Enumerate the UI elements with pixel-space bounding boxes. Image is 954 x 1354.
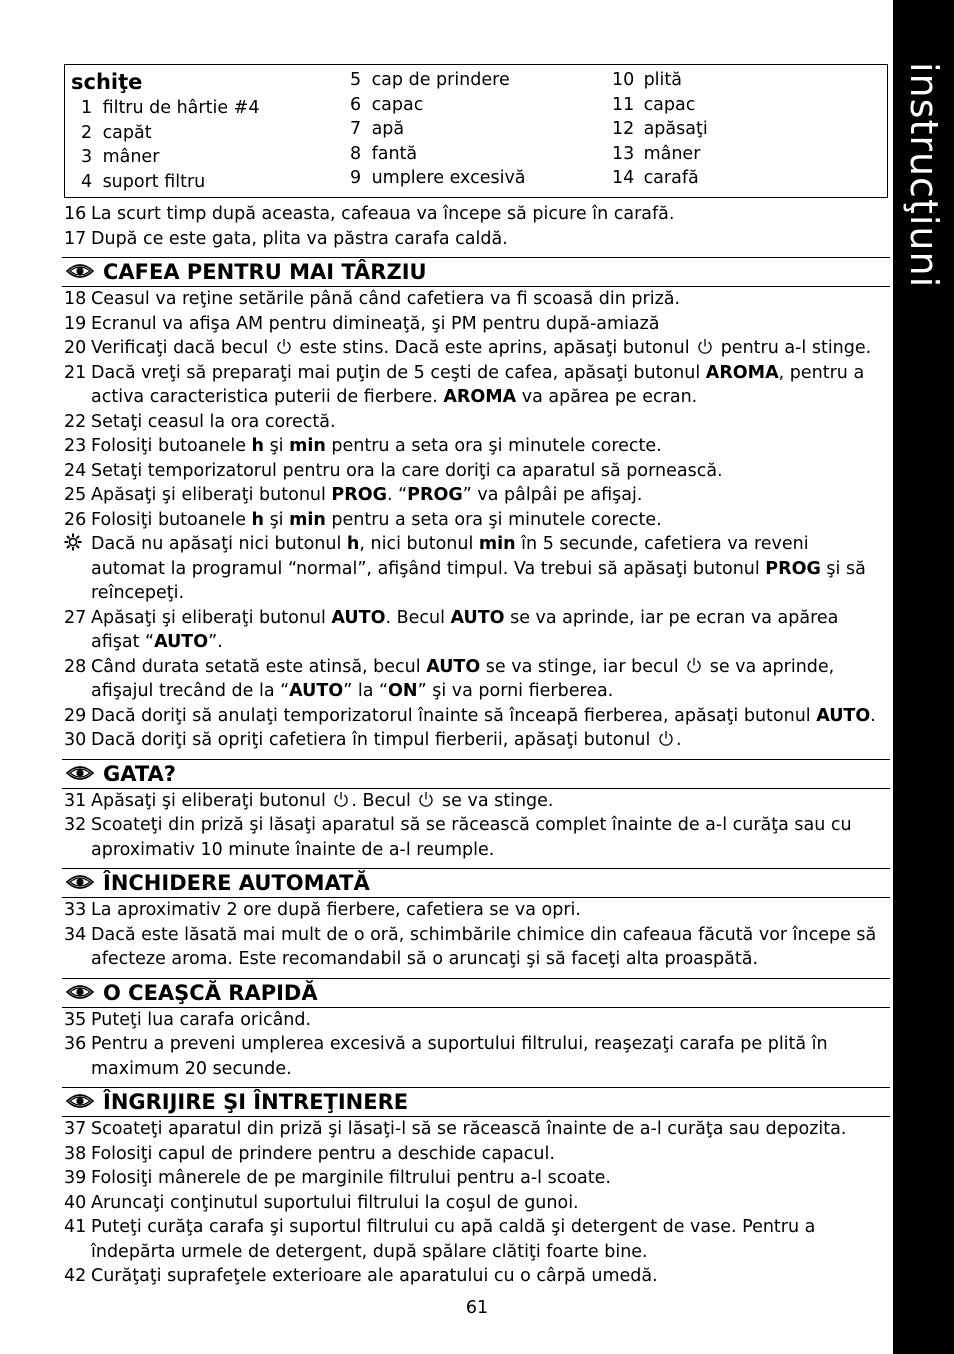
instruction-step <box>64 898 888 923</box>
legend-item <box>612 68 708 93</box>
legend-item-label: apăsaţi <box>638 119 708 139</box>
tip-sun-icon <box>64 533 82 551</box>
legend-item <box>612 117 708 142</box>
instruction-step <box>64 1191 888 1216</box>
instruction-step <box>64 532 888 606</box>
legend-item-label: capac <box>366 94 424 115</box>
step-number: 28 <box>64 656 87 677</box>
legend-item-number: 11 <box>612 94 635 115</box>
legend-item-number: 9 <box>350 168 362 188</box>
legend-item <box>350 166 526 191</box>
section-heading <box>62 1087 890 1117</box>
step-number: 38 <box>64 1143 87 1164</box>
step-number: 29 <box>64 705 87 726</box>
instruction-step <box>64 227 888 252</box>
legend-item-number: 8 <box>350 143 362 164</box>
legend-item <box>612 142 708 167</box>
eye-icon <box>65 762 95 784</box>
legend-item-label: filtru de hârtie #4 <box>97 98 260 118</box>
section-heading <box>62 257 890 287</box>
legend-item-number: 12 <box>612 119 635 139</box>
legend-item-number: 13 <box>612 143 635 164</box>
legend-item-label: fantă <box>366 143 418 164</box>
step-text: Folosiţi mânerele de pe marginile filtrului pentru a-l scoate. <box>91 1168 611 1188</box>
legend-item-number: 6 <box>350 94 362 115</box>
legend-title: schiţe <box>71 70 143 94</box>
instruction-step <box>64 728 888 753</box>
step-text: Apăsaţi şi eliberaţi butonul PROG. “PROG” va pâlpâi pe afişaj. <box>91 485 643 505</box>
step-text: La scurt timp după aceasta, cafeaua va începe să picure în carafă. <box>91 204 675 224</box>
step-text: Dacă este lăsată mai mult de o oră, schimbările chimice din cafeaua făcută vor începe să afecteze aroma. Este recomandabil să o aruncaţi şi să faceţi alta proaspătă. <box>91 924 877 969</box>
power-icon <box>658 730 674 747</box>
legend-item-label: umplere excesivă <box>366 168 526 188</box>
instruction-step <box>64 1215 888 1264</box>
step-number: 30 <box>64 730 87 750</box>
legend-item-number: 5 <box>350 70 362 90</box>
eye-icon <box>65 981 95 1003</box>
step-text: Pentru a preveni umplerea excesivă a suportului filtrului, reaşezaţi carafa pe plită în maximum 20 secunde. <box>91 1034 828 1079</box>
step-text: Scoateţi din priză şi lăsaţi aparatul să se răcească complet înainte de a-l curăţa sau cu aproximativ 10 minute înainte de a-l reumple. <box>91 815 852 860</box>
section-title: ÎNGRIJIRE ŞI ÎNTREŢINERE <box>103 1090 409 1114</box>
legend-item-label: mâner <box>638 143 701 164</box>
instruction-step <box>64 1264 888 1289</box>
step-number: 23 <box>64 436 87 456</box>
step-number: 37 <box>64 1119 87 1139</box>
section-title: GATA? <box>103 761 176 786</box>
step-text: Scoateţi aparatul din priză şi lăsaţi-l să se răcească înainte de a-l curăţa sau depozita. <box>91 1119 847 1139</box>
step-number: 20 <box>64 338 87 358</box>
instruction-step <box>64 704 888 729</box>
step-number: 35 <box>64 1009 87 1030</box>
legend-item-number: 2 <box>81 122 93 143</box>
step-number: 19 <box>64 313 87 334</box>
step-number: 40 <box>64 1192 87 1213</box>
step-number: 21 <box>64 362 87 383</box>
step-text: Aruncaţi conţinutul suportului filtrului la coşul de gunoi. <box>91 1192 579 1213</box>
step-text: După ce este gata, plita va păstra carafa caldă. <box>91 228 508 249</box>
step-text: Dacă doriţi să opriţi cafetiera în timpul fierberii, apăsaţi butonul . <box>91 730 682 750</box>
step-text: Puteţi curăţa carafa şi suportul filtrului cu apă caldă şi detergent de vase. Pentru a îndepărta urmele de detergent, după spălare clătiţi foarte bine. <box>91 1217 816 1262</box>
instruction-step <box>64 606 888 655</box>
instruction-step <box>64 923 888 972</box>
step-number: 27 <box>64 607 87 628</box>
legend-item-number: 10 <box>612 70 635 90</box>
legend-item <box>71 96 259 121</box>
legend-item-number: 4 <box>81 171 93 192</box>
step-text: Când durata setată este atinsă, becul AUTO se va stinge, iar becul se va aprinde, afişajul trecând de la “AUTO” la “ON” şi va porni fierberea. <box>91 656 835 701</box>
step-number: 42 <box>64 1266 87 1286</box>
legend-item-number: 14 <box>612 168 635 188</box>
instruction-step <box>64 336 888 361</box>
legend-box <box>64 64 888 198</box>
legend-item <box>71 121 259 146</box>
instruction-step <box>64 202 888 227</box>
legend-item-number: 3 <box>81 147 93 167</box>
step-number: 32 <box>64 815 87 835</box>
instruction-step <box>64 508 888 533</box>
instruction-step <box>64 410 888 435</box>
power-icon <box>697 338 713 355</box>
legend-item-label: cap de prindere <box>366 70 510 90</box>
instruction-step <box>64 459 888 484</box>
legend-item <box>612 166 708 191</box>
legend-item-number: 1 <box>81 98 93 118</box>
step-number: 26 <box>64 509 87 530</box>
step-text: Setaţi temporizatorul pentru ora la care doriţi ca aparatul să pornească. <box>91 460 723 481</box>
step-number: 18 <box>64 289 87 309</box>
section-title: ÎNCHIDERE AUTOMATĂ <box>103 871 370 895</box>
step-text: Setaţi ceasul la ora corectă. <box>91 411 336 432</box>
legend-item <box>350 93 526 118</box>
section-heading <box>62 978 890 1008</box>
legend-item <box>350 142 526 167</box>
step-text: Ecranul va afişa AM pentru dimineaţă, şi PM pentru după-amiază <box>91 313 660 334</box>
step-text: Dacă doriţi să anulaţi temporizatorul înainte să înceapă fierberea, apăsaţi butonul AUTO. <box>91 705 876 726</box>
instruction-step <box>64 813 888 862</box>
legend-item <box>71 170 259 195</box>
instruction-step <box>64 361 888 410</box>
instruction-step <box>64 1142 888 1167</box>
step-number: 36 <box>64 1034 87 1054</box>
step-text: Apăsaţi şi eliberaţi butonul . Becul se va stinge. <box>91 790 554 811</box>
step-number <box>64 532 82 557</box>
step-number: 16 <box>64 204 87 224</box>
step-number: 17 <box>64 228 87 249</box>
section-heading <box>62 759 890 789</box>
power-icon <box>276 338 292 355</box>
power-icon <box>418 791 434 808</box>
instruction-step <box>64 287 888 312</box>
instruction-step <box>64 483 888 508</box>
page-number: 61 <box>465 1298 489 1318</box>
legend-item <box>350 117 526 142</box>
instruction-step <box>64 434 888 459</box>
step-number: 33 <box>64 900 87 920</box>
step-number: 31 <box>64 790 87 811</box>
legend-col-2 <box>350 68 526 191</box>
step-text: Folosiţi butoanele h şi min pentru a seta ora şi minutele corecte. <box>91 509 662 530</box>
instruction-step <box>64 1032 888 1081</box>
step-number: 22 <box>64 411 87 432</box>
eye-icon <box>65 260 95 282</box>
step-text: Curăţaţi suprafeţele exterioare ale aparatului cu o cârpă umedă. <box>91 1266 658 1286</box>
legend-item-label: carafă <box>638 168 699 188</box>
instruction-step <box>64 1117 888 1142</box>
eye-icon <box>65 871 95 893</box>
step-text: Folosiţi capul de prindere pentru a deschide capacul. <box>91 1143 555 1164</box>
power-icon <box>686 657 702 674</box>
legend-item-label: capăt <box>97 122 152 143</box>
step-text: Folosiţi butoanele h şi min pentru a seta ora şi minutele corecte. <box>91 436 662 456</box>
legend-col-3 <box>612 68 708 191</box>
power-icon <box>333 791 349 808</box>
side-tab <box>893 0 954 1354</box>
step-text: La aproximativ 2 ore după fierbere, cafetiera se va opri. <box>91 900 581 920</box>
step-text: Dacă vreţi să preparaţi mai puţin de 5 ceşti de cafea, apăsaţi butonul AROMA, pentru a activa caracteristica puterii de fierbere. AROMA va apărea pe ecran. <box>91 362 865 407</box>
legend-item-number: 7 <box>350 119 362 139</box>
legend-item <box>71 145 259 170</box>
step-text: Verificaţi dacă becul este stins. Dacă este aprins, apăsaţi butonul pentru a-l stinge. <box>91 338 872 358</box>
section-heading <box>62 868 890 898</box>
step-text: Dacă nu apăsaţi nici butonul h, nici butonul min în 5 secunde, cafetiera va reveni automat la programul “normal”, afişând timpul. Va trebui să apăsaţi butonul PROG şi să reîncepeţi. <box>91 534 866 603</box>
legend-item-label: apă <box>366 119 405 139</box>
instruction-step <box>64 312 888 337</box>
step-text: Puteţi lua carafa oricând. <box>91 1009 312 1030</box>
legend-item <box>612 93 708 118</box>
legend-col-1 <box>71 68 259 194</box>
section-title: CAFEA PENTRU MAI TÂRZIU <box>103 260 427 284</box>
side-tab-label: instrucţiuni <box>902 62 946 289</box>
legend-item-label: mâner <box>97 147 160 167</box>
instruction-step <box>64 1166 888 1191</box>
legend-item <box>350 68 526 93</box>
step-text: Apăsaţi şi eliberaţi butonul AUTO. Becul AUTO se va aprinde, iar pe ecran va apărea afişat “AUTO”. <box>91 607 839 652</box>
eye-icon <box>65 1090 95 1112</box>
step-number: 39 <box>64 1168 87 1188</box>
step-text: Ceasul va reţine setările până când cafetiera va fi scoasă din priză. <box>91 289 681 309</box>
instruction-step <box>64 655 888 704</box>
step-number: 41 <box>64 1217 87 1237</box>
legend-item-label: suport filtru <box>97 171 206 192</box>
instruction-step <box>64 1008 888 1033</box>
step-number: 24 <box>64 460 87 481</box>
legend-item-label: capac <box>638 94 696 115</box>
section-title: O CEAŞCĂ RAPIDĂ <box>103 980 318 1005</box>
step-number: 34 <box>64 924 87 945</box>
step-number: 25 <box>64 485 87 505</box>
legend-item-label: plită <box>638 70 682 90</box>
instruction-step <box>64 789 888 814</box>
